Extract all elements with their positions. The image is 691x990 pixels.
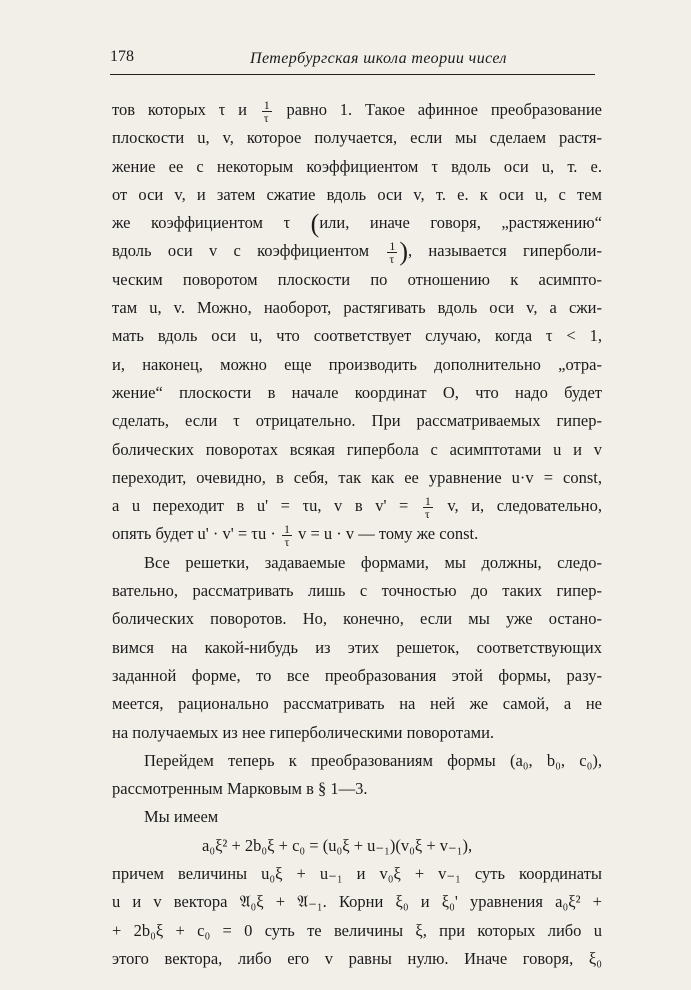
header-rule xyxy=(110,74,595,75)
running-title: Петербургская школа теории чисел xyxy=(250,50,507,67)
text-line: болических поворотов. Но, конечно, если мы уже остано- xyxy=(112,609,602,629)
text-line: мать вдоль оси u, что соответствует случаю, когда τ < 1, xyxy=(112,326,602,346)
text-line: и, наконец, можно еще производить дополнительно „отра- xyxy=(112,354,602,374)
text-line: жение ее с некоторым коэффициентом τ вдоль оси u, т. е. xyxy=(112,156,602,176)
text-line: на получаемых из нее гиперболическими поворотами. xyxy=(112,722,495,742)
fraction: $\frac{1}{\tau}$ xyxy=(263,97,270,125)
text-line: ческим поворотом плоскости по отношению к асимпто- xyxy=(112,269,602,289)
text-line: этого вектора, либо его v равны нулю. Иначе говоря, ξ₀ xyxy=(112,948,602,968)
text-line: Перейдем теперь к преобразованиям формы (a₀, b₀, c₀), xyxy=(144,750,602,770)
text-line: жение“ плоскости в начале координат O, что надо будет xyxy=(112,382,602,402)
fraction: $\frac{1}{\tau}$ xyxy=(389,239,396,267)
text-line: а u переходит в u' = τu, v в v' = $\frac{1}{\tau}$ v, и, следовательно, xyxy=(112,493,602,521)
text-line: причем величины u₀ξ + u₋₁ и v₀ξ + v₋₁ суть координаты xyxy=(112,864,602,884)
page-header xyxy=(110,48,595,72)
text-line: болических поворотах всякая гипербола с асимптотами u и v xyxy=(112,439,602,459)
text-line: Мы имеем xyxy=(144,807,219,827)
text-line: плоскости u, v, которое получается, если мы сделаем растя- xyxy=(112,128,602,148)
text-line: меется, рационально рассматривать на ней же самой, а не xyxy=(112,694,602,714)
page-number: 178 xyxy=(110,48,134,65)
text-line: опять будет u' · v' = τu · $\frac{1}{\tau}$ v = u · v — тому же const. xyxy=(112,522,479,550)
fraction: $\frac{1}{\tau}$ xyxy=(424,493,431,521)
text-line: + 2b₀ξ + c₀ = 0 суть те величины ξ, при которых либо u xyxy=(112,920,602,940)
text-line: u и v вектора 𝔄₀ξ + 𝔄₋₁. Корни ξ₀ и ξ₀' уравнения a₀ξ² + xyxy=(112,892,602,912)
text-line: вимся на какой-нибудь из этих решеток, соответствующих xyxy=(112,637,602,657)
text-line: тов которых τ и $\frac{1}{\tau}$ равно 1. Такое афинное преобразование xyxy=(112,97,602,125)
text-line: от оси v, и затем сжатие вдоль оси v, т. е. к оси u, с тем xyxy=(112,184,602,204)
text-line: сделать, если τ отрицательно. При рассматриваемых гипер- xyxy=(112,411,602,431)
fraction: $\frac{1}{\tau}$ xyxy=(283,522,290,550)
display-formula: a₀ξ² + 2b₀ξ + c₀ = (u₀ξ + u₋₁)(v₀ξ + v₋₁), xyxy=(202,835,473,855)
text-line: вательно, рассматривать лишь с точностью до таких гипер- xyxy=(112,581,602,601)
text-line: там u, v. Можно, наоборот, растягивать вдоль оси v, а сжи- xyxy=(112,298,602,318)
text-line: переходит, очевидно, в себя, так как ее уравнение u·v = const, xyxy=(112,467,602,487)
text-line: заданной форме, то все преобразования этой формы, разу- xyxy=(112,665,602,685)
text-line: Все решетки, задаваемые формами, мы должны, следо- xyxy=(144,552,602,572)
text-line: же коэффициентом τ (или, иначе говоря, „растяжению“ xyxy=(112,209,602,239)
text-line: вдоль оси v с коэффициентом $\frac{1}{\tau}$ ), называется гиперболи- xyxy=(112,237,602,267)
text-line: рассмотренным Марковым в § 1—3. xyxy=(112,779,368,799)
body-text xyxy=(112,96,602,973)
